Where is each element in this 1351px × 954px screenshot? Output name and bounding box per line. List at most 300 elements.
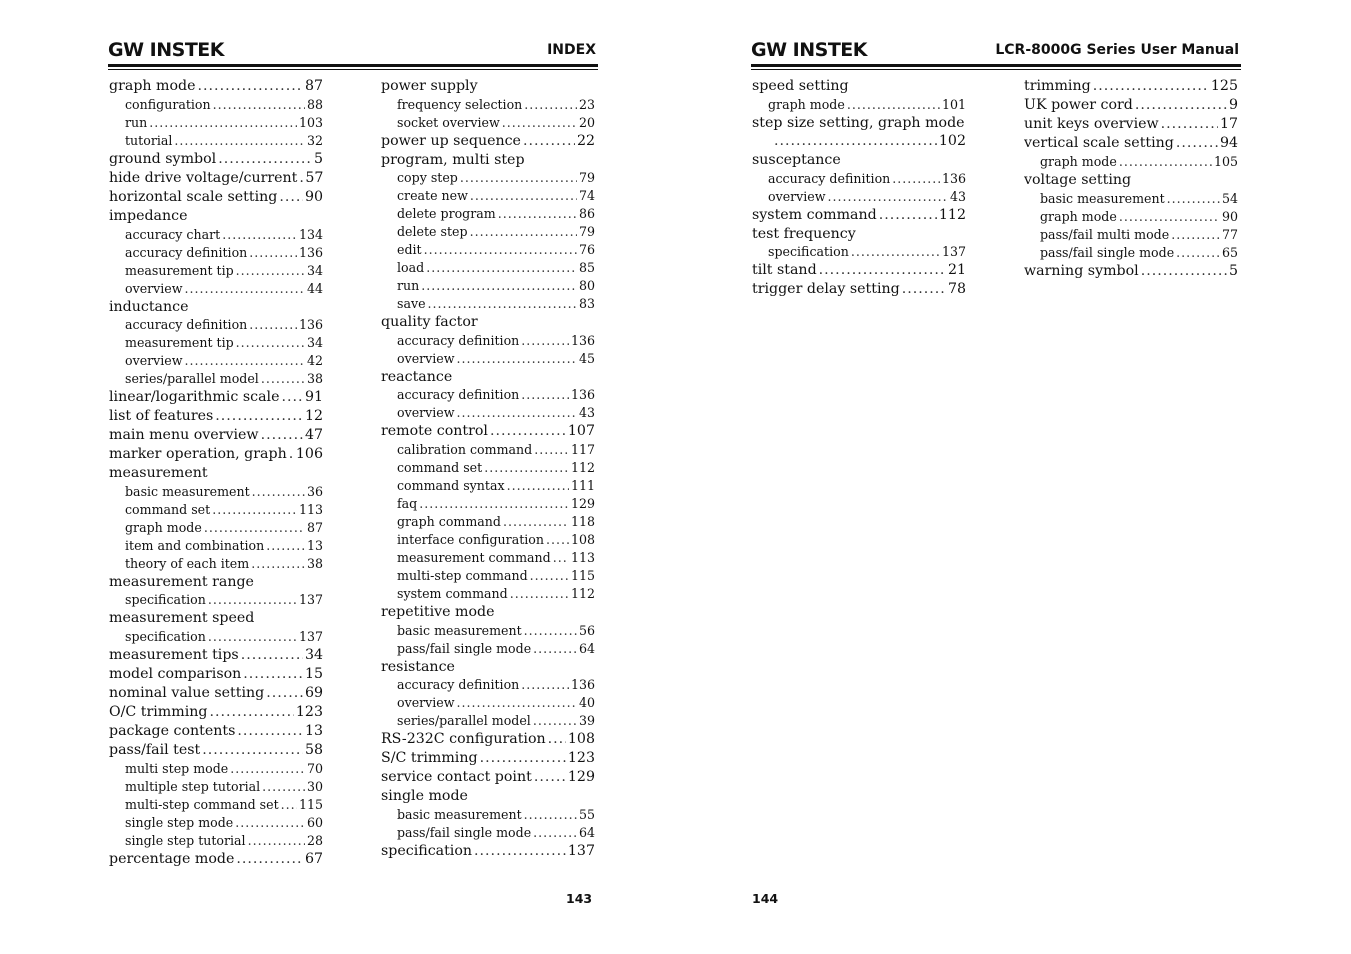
index-term: accuracy definition [397, 387, 520, 402]
index-term: nominal value setting [109, 684, 265, 701]
index-page-ref: 136 [298, 317, 323, 332]
index-entry [1024, 77, 1238, 96]
index-term: overview [397, 405, 455, 420]
index-page-ref: 38 [306, 371, 323, 386]
dot-leader [1161, 115, 1218, 134]
index-term: hide drive voltage/current [109, 170, 298, 186]
dot-leader [248, 832, 305, 850]
index-page-ref: 58 [304, 741, 323, 758]
index-subentry [109, 832, 323, 850]
dot-leader [149, 114, 297, 132]
index-page-ref: 102 [938, 133, 966, 149]
index-subentry [381, 187, 595, 205]
dot-leader [847, 96, 940, 114]
index-term: multi-step command set [125, 796, 279, 812]
dot-leader [243, 665, 303, 684]
index-page-ref: 44 [306, 280, 323, 296]
dot-leader [185, 280, 305, 298]
index-page-ref: 5 [313, 151, 323, 167]
index-term: unit keys overview [1024, 116, 1159, 132]
dot-leader [1119, 208, 1220, 226]
dot-leader [474, 842, 566, 861]
dot-leader [215, 407, 303, 426]
index-term: S/C trimming [381, 750, 478, 766]
index-column-3 [752, 77, 966, 299]
index-term: inductance [109, 298, 189, 315]
index-entry [381, 368, 595, 387]
svg-text:GW INSTEK: GW INSTEK [751, 39, 867, 60]
index-term: package contents [109, 722, 236, 739]
index-subentry [109, 501, 323, 519]
index-entry [109, 298, 323, 317]
index-term: graph command [397, 514, 501, 529]
index-page-ref: 78 [947, 281, 966, 297]
index-term: create new [397, 188, 468, 203]
index-page-ref: 115 [298, 796, 323, 812]
dot-leader [502, 114, 577, 132]
index-subentry [381, 332, 595, 350]
index-term: list of features [109, 408, 214, 424]
index-page-ref: 137 [298, 628, 323, 644]
index-subentry [109, 226, 323, 244]
dot-leader [534, 768, 566, 787]
dot-leader [533, 712, 577, 730]
index-term: power up sequence [381, 132, 521, 149]
index-term: system command [397, 586, 508, 601]
index-page-ref: 40 [578, 695, 595, 710]
index-page-ref: 23 [578, 96, 595, 112]
dot-leader [498, 205, 577, 223]
index-page-ref: 136 [570, 332, 595, 348]
dot-leader [819, 261, 946, 280]
index-term: measurement command [397, 550, 551, 565]
dot-leader [279, 188, 303, 207]
index-entry [109, 407, 323, 426]
index-term: O/C trimming [109, 703, 208, 720]
dot-leader [457, 404, 577, 422]
index-entry [109, 388, 323, 407]
index-term: command set [397, 460, 483, 475]
index-entry [752, 261, 966, 280]
index-subentry [752, 96, 966, 114]
index-subentry [381, 386, 595, 404]
svg-text:GW INSTEK: GW INSTEK [108, 39, 224, 60]
index-term: service contact point [381, 769, 532, 785]
index-page-ref: 112 [570, 460, 595, 475]
index-term: item and combination [125, 537, 265, 553]
index-entry [109, 646, 323, 665]
index-entry [381, 842, 595, 861]
index-entry [381, 77, 595, 96]
index-term: specification [381, 842, 473, 859]
index-term: specification [125, 592, 206, 607]
index-term: pass/fail test [109, 741, 201, 758]
index-term: model comparison [109, 665, 242, 682]
index-term: basic measurement [397, 806, 522, 822]
index-term: percentage mode [109, 850, 235, 867]
index-page-ref: 101 [941, 96, 966, 112]
index-subentry [109, 555, 323, 573]
index-entry [109, 445, 323, 464]
dot-leader [828, 188, 948, 206]
index-term: graph mode [1040, 154, 1117, 169]
index-term: linear/logarithmic scale [109, 389, 280, 405]
index-page-ref: 113 [298, 501, 323, 517]
dot-leader [1135, 96, 1227, 115]
index-subentry [109, 96, 323, 114]
index-page-ref: 136 [570, 677, 595, 692]
page-header-title: INDEX [547, 42, 596, 58]
dot-leader [236, 850, 303, 869]
header-rule-thin [108, 69, 598, 70]
dot-leader [1141, 262, 1227, 281]
index-subentry [381, 259, 595, 277]
index-term: program, multi step [381, 151, 525, 168]
dot-leader [534, 441, 569, 459]
index-page-ref: 74 [578, 188, 595, 203]
index-page-ref: 83 [578, 296, 595, 311]
index-entry [381, 132, 595, 151]
index-term: vertical scale setting [1024, 135, 1174, 151]
index-page-ref: 103 [298, 115, 323, 130]
index-term: delete step [397, 224, 468, 239]
dot-leader [212, 501, 297, 519]
dot-leader [1171, 226, 1220, 244]
index-page-ref: 90 [1221, 208, 1238, 224]
index-entry [109, 741, 323, 760]
index-subentry [381, 549, 595, 567]
index-page-ref: 76 [578, 242, 595, 257]
index-page-ref: 137 [941, 244, 966, 259]
dot-leader [236, 334, 305, 352]
index-page-ref: 36 [306, 483, 323, 499]
dot-leader [523, 132, 575, 151]
dot-leader [261, 370, 305, 388]
index-page-ref: 54 [1221, 190, 1238, 206]
index-subentry [381, 459, 595, 477]
index-page-ref: 137 [298, 592, 323, 607]
dot-leader [251, 555, 305, 573]
index-subentry [752, 243, 966, 261]
index-subentry [381, 441, 595, 459]
index-term: reactance [381, 368, 453, 385]
index-term: graph mode [109, 78, 196, 94]
index-term: voltage setting [1024, 172, 1132, 188]
index-page-ref: 65 [1221, 244, 1238, 260]
index-page-ref: 137 [567, 842, 595, 859]
index-page-ref: 17 [1219, 116, 1238, 132]
index-page-ref: 64 [578, 824, 595, 840]
index-subentry [381, 277, 595, 295]
index-term: overview [397, 695, 455, 710]
index-subentry [381, 712, 595, 730]
dot-leader [174, 132, 305, 150]
index-entry [752, 114, 966, 133]
index-page-ref: 34 [306, 262, 323, 278]
index-term: frequency selection [397, 96, 523, 112]
dot-leader [1176, 134, 1218, 153]
index-subentry [109, 591, 323, 609]
index-entry [109, 426, 323, 445]
index-entry [752, 225, 966, 244]
index-subentry [109, 796, 323, 814]
dot-leader [428, 295, 577, 313]
dot-leader [521, 676, 569, 694]
index-page-ref: 129 [570, 496, 595, 511]
header-rule [751, 64, 1241, 67]
index-page-ref: 115 [570, 568, 595, 583]
dot-leader [281, 796, 297, 814]
index-page-ref: 87 [304, 78, 323, 94]
dot-leader [460, 169, 577, 187]
index-subentry [381, 404, 595, 422]
dot-leader [503, 513, 569, 531]
dot-leader [249, 244, 297, 262]
index-page-ref: 88 [306, 97, 323, 112]
index-page-ref: 112 [570, 586, 595, 601]
dot-leader [510, 585, 569, 603]
index-term: tutorial [125, 133, 173, 148]
index-term: overview [397, 350, 455, 366]
index-page-ref: 22 [576, 132, 595, 149]
index-term: pass/fail multi mode [1040, 226, 1170, 242]
index-subentry [109, 519, 323, 537]
index-term: multiple step tutorial [125, 778, 261, 794]
dot-leader [1176, 244, 1220, 262]
index-term: command set [125, 501, 211, 517]
index-term: configuration [125, 97, 211, 112]
index-page-ref: 64 [578, 640, 595, 656]
index-page-ref: 77 [1221, 226, 1238, 242]
index-page-ref: 87 [306, 519, 323, 535]
index-term: series/parallel model [397, 713, 531, 728]
index-subentry [381, 96, 595, 114]
index-entry [109, 665, 323, 684]
index-entry [109, 464, 323, 483]
index-term: calibration command [397, 442, 533, 457]
index-entry [381, 787, 595, 806]
index-page-ref: 38 [306, 555, 323, 571]
index-entry [109, 703, 323, 722]
dot-leader [235, 814, 305, 832]
dot-leader [533, 640, 577, 658]
index-page-ref: 21 [947, 262, 966, 278]
index-term: graph mode [1040, 208, 1117, 224]
index-page-ref: 123 [567, 750, 595, 766]
index-entry [109, 850, 323, 869]
index-term: command syntax [397, 478, 505, 493]
index-term: socket overview [397, 114, 500, 130]
index-term: multi-step command [397, 568, 528, 583]
index-entry [109, 722, 323, 741]
index-page-ref: 105 [1213, 154, 1238, 169]
index-term: overview [768, 188, 826, 204]
index-subentry [109, 262, 323, 280]
index-page-ref: 39 [578, 713, 595, 728]
index-entry [109, 188, 323, 207]
index-term: pass/fail single mode [397, 824, 532, 840]
index-page-ref: 32 [306, 133, 323, 148]
index-page-ref: 43 [949, 188, 966, 204]
dot-leader [202, 741, 303, 760]
index-page-ref: 67 [304, 850, 323, 867]
index-page-ref: 20 [578, 114, 595, 130]
index-term: test frequency [752, 225, 856, 242]
index-subentry [381, 495, 595, 513]
index-page-ref: 107 [567, 423, 595, 439]
dot-leader [480, 749, 566, 768]
index-term: save [397, 296, 426, 311]
dot-leader [289, 445, 294, 464]
index-page-ref: 136 [298, 244, 323, 260]
index-page-ref: 70 [306, 760, 323, 776]
index-page-ref: 118 [570, 514, 595, 529]
index-page-ref: 13 [306, 537, 323, 553]
index-term: UK power cord [1024, 97, 1133, 113]
dot-leader [879, 206, 937, 225]
dot-leader [524, 96, 577, 114]
index-term: single step tutorial [125, 832, 246, 848]
index-page-ref: 69 [304, 684, 323, 701]
dot-leader [424, 241, 577, 259]
index-page-ref: 108 [567, 731, 595, 747]
index-subentry [381, 585, 595, 603]
index-term: resistance [381, 658, 455, 675]
index-page-ref: 108 [570, 532, 595, 547]
index-column-1 [109, 77, 323, 869]
index-term: measurement speed [109, 610, 255, 626]
index-entry [1024, 171, 1238, 190]
index-term: delete program [397, 206, 496, 221]
dot-leader [1167, 190, 1220, 208]
index-subentry [381, 640, 595, 658]
index-subentry [381, 205, 595, 223]
index-subentry [109, 537, 323, 555]
index-page-ref: 106 [295, 446, 323, 462]
index-entry [752, 280, 966, 299]
index-subentry [381, 114, 595, 132]
index-term: series/parallel model [125, 371, 259, 386]
index-entry [109, 609, 323, 628]
index-subentry [381, 223, 595, 241]
index-entry [109, 169, 323, 188]
index-term: RS-232C configuration [381, 731, 546, 747]
index-subentry [1024, 226, 1238, 244]
index-subentry [381, 241, 595, 259]
index-page-ref: 79 [578, 224, 595, 239]
dot-leader [521, 332, 569, 350]
index-subentry [381, 295, 595, 313]
index-page-ref: 94 [1219, 135, 1238, 151]
index-subentry [381, 477, 595, 495]
index-subentry [109, 114, 323, 132]
page-number: 143 [566, 891, 593, 906]
index-term: trimming [1024, 78, 1091, 94]
dot-leader [204, 519, 305, 537]
index-column-4 [1024, 77, 1238, 281]
index-term: pass/fail single mode [397, 640, 532, 656]
index-page-ref: 129 [567, 769, 595, 785]
index-page-ref: 112 [938, 206, 966, 223]
index-page-ref: 91 [304, 389, 323, 405]
dot-leader [484, 459, 569, 477]
dot-leader [208, 628, 297, 646]
index-entry [1024, 262, 1238, 281]
dot-leader [548, 730, 566, 749]
index-page-ref: 55 [578, 806, 595, 822]
gw-instek-logo [108, 38, 228, 60]
index-term: edit [397, 242, 422, 257]
index-term: run [125, 115, 148, 130]
index-entry [752, 77, 966, 96]
index-term: theory of each item [125, 555, 250, 571]
index-page-ref: 28 [306, 832, 323, 848]
index-term: copy step [397, 170, 458, 185]
index-term: basic measurement [397, 622, 522, 638]
index-page-ref: 12 [304, 408, 323, 424]
dot-leader [237, 722, 303, 741]
index-entry [381, 749, 595, 768]
index-subentry [109, 760, 323, 778]
index-term: measurement tips [109, 646, 239, 663]
index-term: overview [125, 353, 183, 368]
index-subentry [752, 188, 966, 206]
index-term: measurement tip [125, 262, 234, 278]
index-entry [381, 151, 595, 170]
header-rule-thin [751, 69, 1241, 70]
index-term: impedance [109, 208, 188, 224]
index-subentry [1024, 190, 1238, 208]
index-page-ref: 123 [295, 703, 323, 720]
index-term: horizontal scale setting [109, 189, 278, 205]
index-term: pass/fail single mode [1040, 244, 1175, 260]
index-subentry [1024, 208, 1238, 226]
index-entry [1024, 115, 1238, 134]
index-term: overview [125, 280, 183, 296]
index-subentry [109, 280, 323, 298]
dot-leader [262, 778, 305, 796]
index-term: accuracy definition [125, 244, 248, 260]
dot-leader [208, 591, 297, 609]
dot-leader [281, 388, 302, 407]
dot-leader [851, 243, 940, 261]
dot-leader [185, 352, 305, 370]
index-page-ref: 9 [1228, 97, 1238, 113]
index-subentry [381, 513, 595, 531]
index-entry [381, 658, 595, 677]
index-page-ref: 47 [304, 427, 323, 443]
index-term: graph mode [125, 519, 202, 535]
index-term: basic measurement [1040, 190, 1165, 206]
index-term: measurement [109, 465, 208, 481]
dot-leader [457, 694, 577, 712]
dot-leader [774, 132, 937, 151]
index-entry [109, 150, 323, 169]
index-term: warning symbol [1024, 262, 1139, 279]
index-term: specification [125, 628, 206, 644]
dot-leader [241, 646, 303, 665]
index-term: single step mode [125, 814, 234, 830]
index-entry [1024, 134, 1238, 153]
dot-leader [892, 170, 940, 188]
index-term: measurement range [109, 573, 254, 590]
index-page-ref: 113 [570, 550, 595, 565]
index-term: accuracy definition [768, 170, 891, 186]
index-page-ref: 90 [304, 189, 323, 205]
index-term: power supply [381, 78, 478, 94]
index-page-ref: 60 [306, 814, 323, 830]
index-term: marker operation, graph [109, 446, 287, 462]
